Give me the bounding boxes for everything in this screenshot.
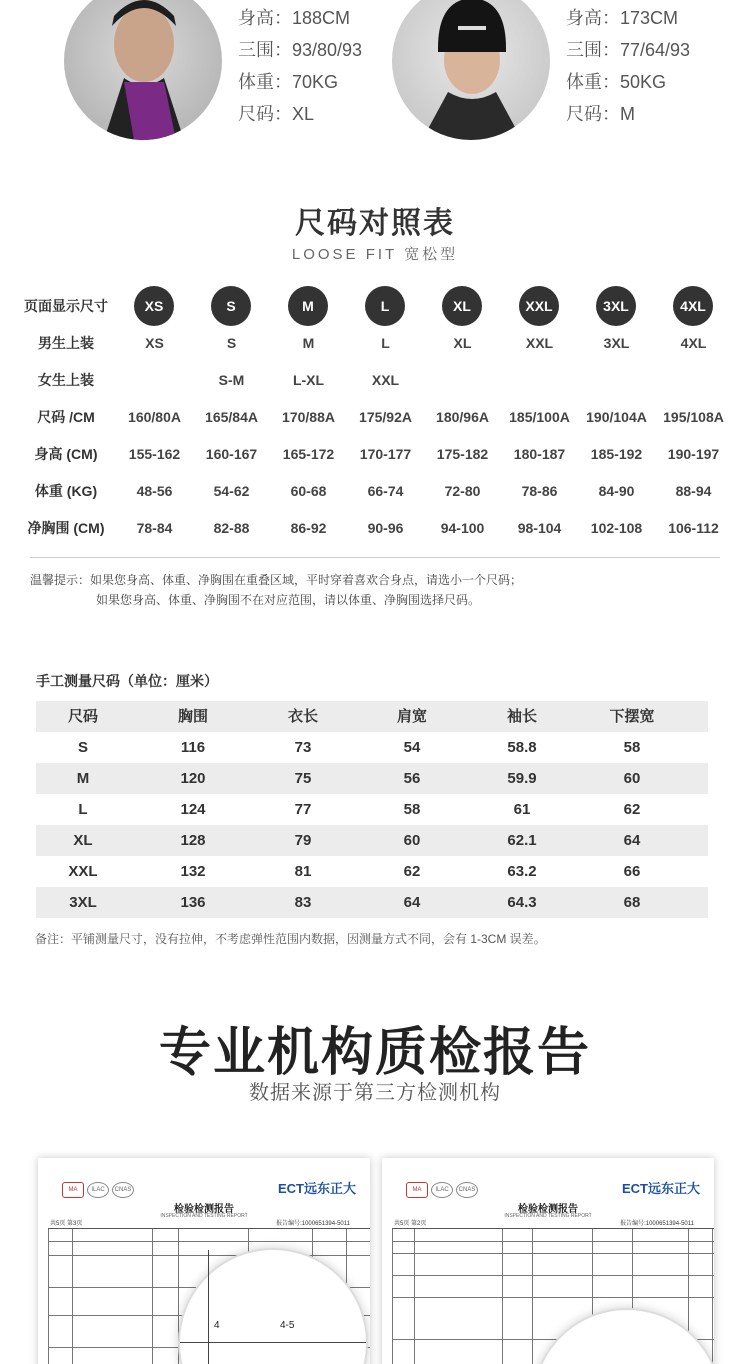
measure-cell: 66 — [623, 863, 641, 880]
inspection-report-2 — [382, 1158, 714, 1364]
measure-cell: 75 — [294, 770, 312, 787]
size-cell: 78-86 — [521, 483, 558, 499]
measure-cell: 120 — [180, 770, 206, 787]
size-cell: 54-62 — [213, 483, 250, 499]
measure-header-cell: 肩宽 — [396, 708, 427, 725]
size-row — [0, 402, 750, 432]
measure-cell: 62.1 — [507, 832, 537, 849]
size-cell: 90-96 — [367, 520, 404, 536]
size-badge: 4XL — [673, 286, 713, 326]
report-section-subtitle: 数据来源于第三方检测机构 — [249, 1082, 501, 1104]
measure-cell: 58.8 — [507, 739, 537, 756]
size-cell: 72-80 — [444, 483, 481, 499]
measure-cell: XL — [73, 832, 93, 849]
size-cell: 195/108A — [663, 409, 724, 425]
size-cell: 84-90 — [598, 483, 635, 499]
stat-size: 尺码：M — [566, 104, 635, 124]
size-cell: 4XL — [680, 335, 707, 351]
report-page: 共5页 第2页 — [394, 1221, 427, 1227]
cma-logo-icon: MA — [62, 1182, 84, 1198]
size-cell: 160-167 — [205, 446, 258, 462]
size-cell: XS — [145, 335, 164, 351]
size-cell: XXL — [525, 335, 554, 351]
size-cell: 190-197 — [667, 446, 720, 462]
model-stats-female — [566, 2, 690, 130]
size-cell: XXL — [371, 372, 400, 388]
measure-cell: 132 — [180, 863, 206, 880]
measure-cell: 58 — [403, 801, 421, 818]
size-row — [0, 476, 750, 506]
measure-cell: 73 — [294, 739, 312, 756]
size-badge: S — [211, 286, 251, 326]
size-cell: 175-182 — [436, 446, 489, 462]
measure-row — [36, 763, 708, 794]
measure-row — [36, 825, 708, 856]
measure-cell: 136 — [180, 894, 206, 911]
measure-cell: 116 — [180, 739, 206, 756]
measure-cell: 3XL — [69, 894, 97, 911]
size-cell: S — [226, 335, 237, 351]
size-cell: 155-162 — [128, 446, 181, 462]
measure-header-cell: 衣长 — [287, 708, 318, 725]
size-row — [0, 439, 750, 469]
measure-header-row — [36, 701, 708, 732]
cnas-logo-icon: CNAS — [112, 1182, 134, 1198]
inspection-report-1 — [38, 1158, 370, 1364]
stat-height: 身高：188CM — [238, 8, 351, 28]
cert-logos — [406, 1178, 481, 1198]
size-tips — [30, 570, 522, 610]
size-badge: M — [288, 286, 328, 326]
measure-cell: 124 — [180, 801, 206, 818]
size-row-label: 净胸围 (CM) — [27, 520, 105, 536]
measure-cell: 79 — [294, 832, 312, 849]
measure-cell: M — [76, 770, 90, 787]
size-row — [0, 513, 750, 543]
size-row-label: 身高 (CM) — [34, 446, 98, 462]
measure-row — [36, 887, 708, 918]
measure-cell: 83 — [294, 894, 312, 911]
size-row-label: 男生上装 — [38, 335, 94, 351]
size-cell: L-XL — [292, 372, 325, 388]
measure-cell: 61 — [513, 801, 531, 818]
measure-cell: 60 — [403, 832, 421, 849]
model-stats-male — [238, 2, 362, 130]
measure-table-title: 手工测量尺码（单位：厘米） — [36, 673, 218, 689]
size-cell: 94-100 — [440, 520, 485, 536]
size-badge: 3XL — [596, 286, 636, 326]
measure-header-cell: 尺码 — [67, 708, 98, 725]
measure-header-cell: 胸围 — [177, 708, 208, 725]
report-title-en: INSPECTION AND TESTING REPORT — [160, 1213, 248, 1219]
size-badge: XL — [442, 286, 482, 326]
size-cell: 185/100A — [509, 409, 570, 425]
measure-cell: 54 — [403, 739, 421, 756]
size-cell: 190/104A — [586, 409, 647, 425]
size-cell: L — [381, 335, 390, 351]
size-cell: 88-94 — [675, 483, 712, 499]
measure-row — [36, 856, 708, 887]
report-number: 报告编号:1000651394-5011 — [620, 1221, 694, 1227]
stat-weight: 体重：50KG — [566, 72, 667, 92]
size-badge: L — [365, 286, 405, 326]
measure-cell: 62 — [403, 863, 421, 880]
model-photo-female — [392, 0, 550, 140]
size-cell: 86-92 — [290, 520, 327, 536]
size-cell: 3XL — [603, 335, 630, 351]
report-title: 检验检测报告 — [174, 1204, 234, 1215]
report-page: 共5页 第3页 — [50, 1221, 83, 1227]
report-title: 检验检测报告 — [518, 1204, 578, 1215]
cma-logo-icon: MA — [406, 1182, 428, 1198]
ect-brand: ECT远东正大 — [277, 1181, 356, 1196]
measure-cell: 77 — [294, 801, 312, 818]
report-number: 报告编号:1000651394-5011 — [276, 1221, 350, 1227]
size-cell: S-M — [218, 372, 245, 388]
size-row-label: 体重 (KG) — [34, 483, 98, 499]
size-cell: M — [302, 335, 315, 351]
size-row — [0, 328, 750, 358]
measure-cell: 68 — [623, 894, 641, 911]
magnified-value-1: 4 — [214, 1320, 220, 1331]
size-row-label: 尺码 /CM — [37, 409, 95, 425]
stat-measurements: 三围：93/80/93 — [238, 40, 363, 60]
measure-cell: 81 — [294, 863, 312, 880]
measure-cell: S — [77, 739, 88, 756]
size-cell: 170/88A — [282, 409, 335, 425]
size-row-label: 女生上装 — [38, 372, 94, 388]
size-row-label: 页面显示尺寸 — [24, 298, 108, 314]
size-cell: 185-192 — [590, 446, 643, 462]
size-cell: 180-187 — [513, 446, 566, 462]
size-cell: 160/80A — [128, 409, 181, 425]
size-badge: XXL — [519, 286, 559, 326]
tips-line-1: 温馨提示：如果您身高、体重、净胸围在重叠区域，平时穿着喜欢合身点，请选小一个尺码； — [30, 573, 523, 587]
size-cell: 66-74 — [367, 483, 404, 499]
measure-cell: 62 — [623, 801, 641, 818]
measure-cell: L — [78, 801, 88, 818]
measure-cell: 64 — [623, 832, 641, 849]
tips-line-2: 如果您身高、体重、净胸围不在对应范围，请以体重、净胸围选择尺码。 — [96, 593, 481, 607]
ilac-logo-icon: ILAC — [87, 1182, 109, 1198]
size-row — [0, 365, 750, 395]
report-title-en: INSPECTION AND TESTING REPORT — [504, 1213, 592, 1219]
measure-note: 备注：平铺测量尺寸，没有拉伸，不考虑弹性范围内数据，因测量方式不同，会有 1-3CM 误差。 — [35, 932, 546, 946]
stat-size: 尺码：XL — [238, 104, 315, 124]
magnified-value-2: 4-5 — [280, 1320, 295, 1331]
measure-header-cell: 袖长 — [506, 708, 537, 725]
size-cell: XL — [453, 335, 472, 351]
size-badge: XS — [134, 286, 174, 326]
stat-weight: 体重：70KG — [238, 72, 339, 92]
size-cell: 180/96A — [436, 409, 489, 425]
size-cell: 106-112 — [668, 520, 719, 536]
measure-cell: 64 — [403, 894, 421, 911]
size-cell: 102-108 — [590, 520, 643, 536]
divider — [30, 557, 720, 558]
size-cell: 170-177 — [359, 446, 412, 462]
size-cell: 175/92A — [359, 409, 412, 425]
ect-brand: ECT远东正大 — [621, 1181, 700, 1196]
measure-cell: 58 — [623, 739, 641, 756]
size-chart-subtitle: LOOSE FIT 宽松型 — [291, 246, 459, 263]
measure-row — [36, 732, 708, 763]
measure-cell: 128 — [180, 832, 206, 849]
size-row — [0, 291, 750, 321]
ilac-logo-icon: ILAC — [431, 1182, 453, 1198]
model-photo-male — [64, 0, 222, 140]
size-cell: 60-68 — [290, 483, 327, 499]
measure-cell: 63.2 — [507, 863, 537, 880]
stat-measurements: 三围：77/64/93 — [566, 40, 691, 60]
stat-height: 身高：173CM — [566, 8, 679, 28]
measure-cell: 59.9 — [507, 770, 537, 787]
measure-row — [36, 794, 708, 825]
measure-cell: XXL — [68, 863, 98, 880]
cnas-logo-icon: CNAS — [456, 1182, 478, 1198]
size-cell: 165-172 — [282, 446, 335, 462]
cert-logos — [62, 1178, 137, 1198]
report-section-title: 专业机构质检报告 — [158, 1024, 591, 1082]
size-cell: 82-88 — [213, 520, 250, 536]
size-cell: 165/84A — [205, 409, 258, 425]
size-cell: 48-56 — [136, 483, 173, 499]
size-cell: 78-84 — [136, 520, 173, 536]
measure-cell: 60 — [623, 770, 641, 787]
size-cell: 98-104 — [517, 520, 562, 536]
measure-table — [36, 701, 708, 918]
measure-cell: 56 — [403, 770, 421, 787]
measure-cell: 64.3 — [507, 894, 537, 911]
size-chart-title: 尺码对照表 — [295, 207, 455, 240]
measure-header-cell: 下摆宽 — [609, 708, 655, 725]
